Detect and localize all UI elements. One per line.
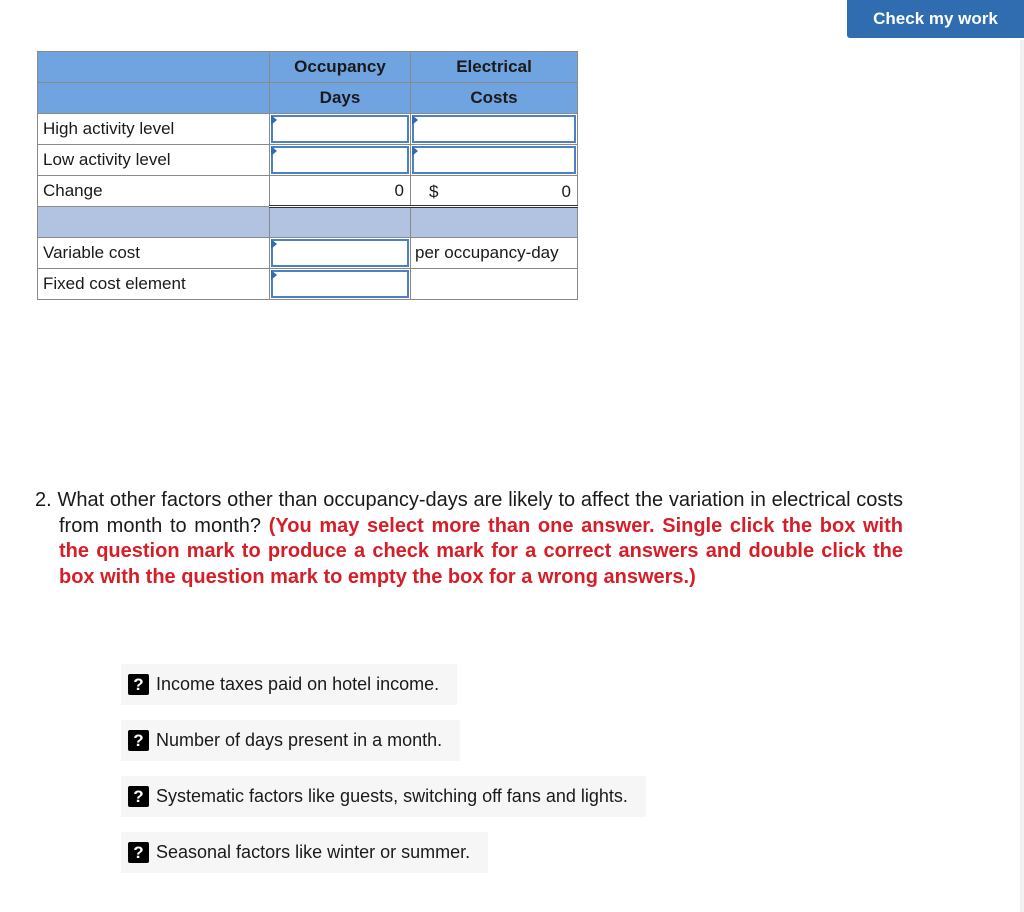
low-costs-input[interactable] [414, 148, 574, 172]
header-electrical: Electrical [411, 52, 578, 83]
low-days-input[interactable] [273, 148, 407, 172]
change-days-value: 0 [270, 176, 411, 207]
spacer-cell [38, 207, 270, 238]
row-variable-cost [38, 238, 578, 269]
header-blank [38, 83, 270, 114]
spacer-cell [411, 207, 578, 238]
question-2-text: 2. What other factors other than occupancy-days are likely to affect the variation in electrical costs from month to month? [35, 489, 903, 537]
option-income-taxes[interactable] [121, 664, 457, 705]
question-box-icon[interactable]: ? [128, 730, 149, 751]
input-marker-icon [271, 239, 277, 249]
question-box-icon[interactable]: ? [128, 842, 149, 863]
input-box [271, 239, 409, 267]
right-scroll-edge [1020, 40, 1024, 912]
row-label-high: High activity level [38, 114, 270, 145]
row-high-activity [38, 114, 578, 145]
check-my-work-button[interactable]: Check my work [847, 0, 1024, 38]
input-box [271, 270, 409, 298]
option-label: Seasonal factors like winter or summer. [156, 842, 471, 862]
option-label: Income taxes paid on hotel income. [156, 674, 440, 694]
input-marker-icon [412, 146, 418, 156]
spacer-row [38, 207, 578, 238]
row-label-low: Low activity level [38, 145, 270, 176]
row-label-fixed: Fixed cost element [38, 269, 270, 300]
option-seasonal-factors[interactable] [121, 832, 488, 873]
question-2-instruction: (You may select more than one answer. Single click the box with the question mark to produce a check mark for a correct answers and double click the box with the question mark to empty the box for a wrong answers.) [59, 514, 903, 588]
input-marker-icon [271, 115, 277, 125]
input-box [412, 115, 576, 143]
row-change [38, 176, 578, 207]
currency-symbol: $ [429, 182, 439, 201]
input-box [271, 146, 409, 174]
input-marker-icon [412, 115, 418, 125]
header-row-bottom [38, 83, 578, 114]
cell-high-days [270, 114, 411, 145]
option-label: Number of days present in a month. [156, 730, 443, 750]
cell-fixed-cost [270, 269, 411, 300]
empty-cell [411, 269, 578, 300]
question-box-icon[interactable]: ? [128, 674, 149, 695]
row-fixed-cost [38, 269, 578, 300]
question-2 [35, 488, 903, 590]
variable-cost-input[interactable] [273, 241, 407, 265]
cell-high-costs [411, 114, 578, 145]
input-box [412, 146, 576, 174]
input-marker-icon [271, 146, 277, 156]
row-label-variable: Variable cost [38, 238, 270, 269]
worksheet-table [37, 51, 578, 300]
option-label: Systematic factors like guests, switching off fans and lights. [156, 786, 628, 806]
input-box [271, 115, 409, 143]
row-label-change: Change [38, 176, 270, 207]
question-box-icon[interactable]: ? [128, 786, 149, 807]
fixed-cost-input[interactable] [273, 272, 407, 296]
high-costs-input[interactable] [414, 117, 574, 141]
header-occupancy: Occupancy [270, 52, 411, 83]
option-systematic-factors[interactable] [121, 776, 646, 817]
spacer-cell [270, 207, 411, 238]
cell-low-days [270, 145, 411, 176]
header-days: Days [270, 83, 411, 114]
cell-low-costs [411, 145, 578, 176]
option-days-in-month[interactable] [121, 720, 460, 761]
input-marker-icon [271, 270, 277, 280]
row-low-activity [38, 145, 578, 176]
header-blank [38, 52, 270, 83]
per-unit-label: per occupancy-day [411, 238, 578, 269]
change-costs-value: 0 [561, 182, 571, 201]
high-days-input[interactable] [273, 117, 407, 141]
header-costs: Costs [411, 83, 578, 114]
header-row-top [38, 52, 578, 83]
cell-change-costs [411, 176, 578, 207]
cell-variable-cost [270, 238, 411, 269]
